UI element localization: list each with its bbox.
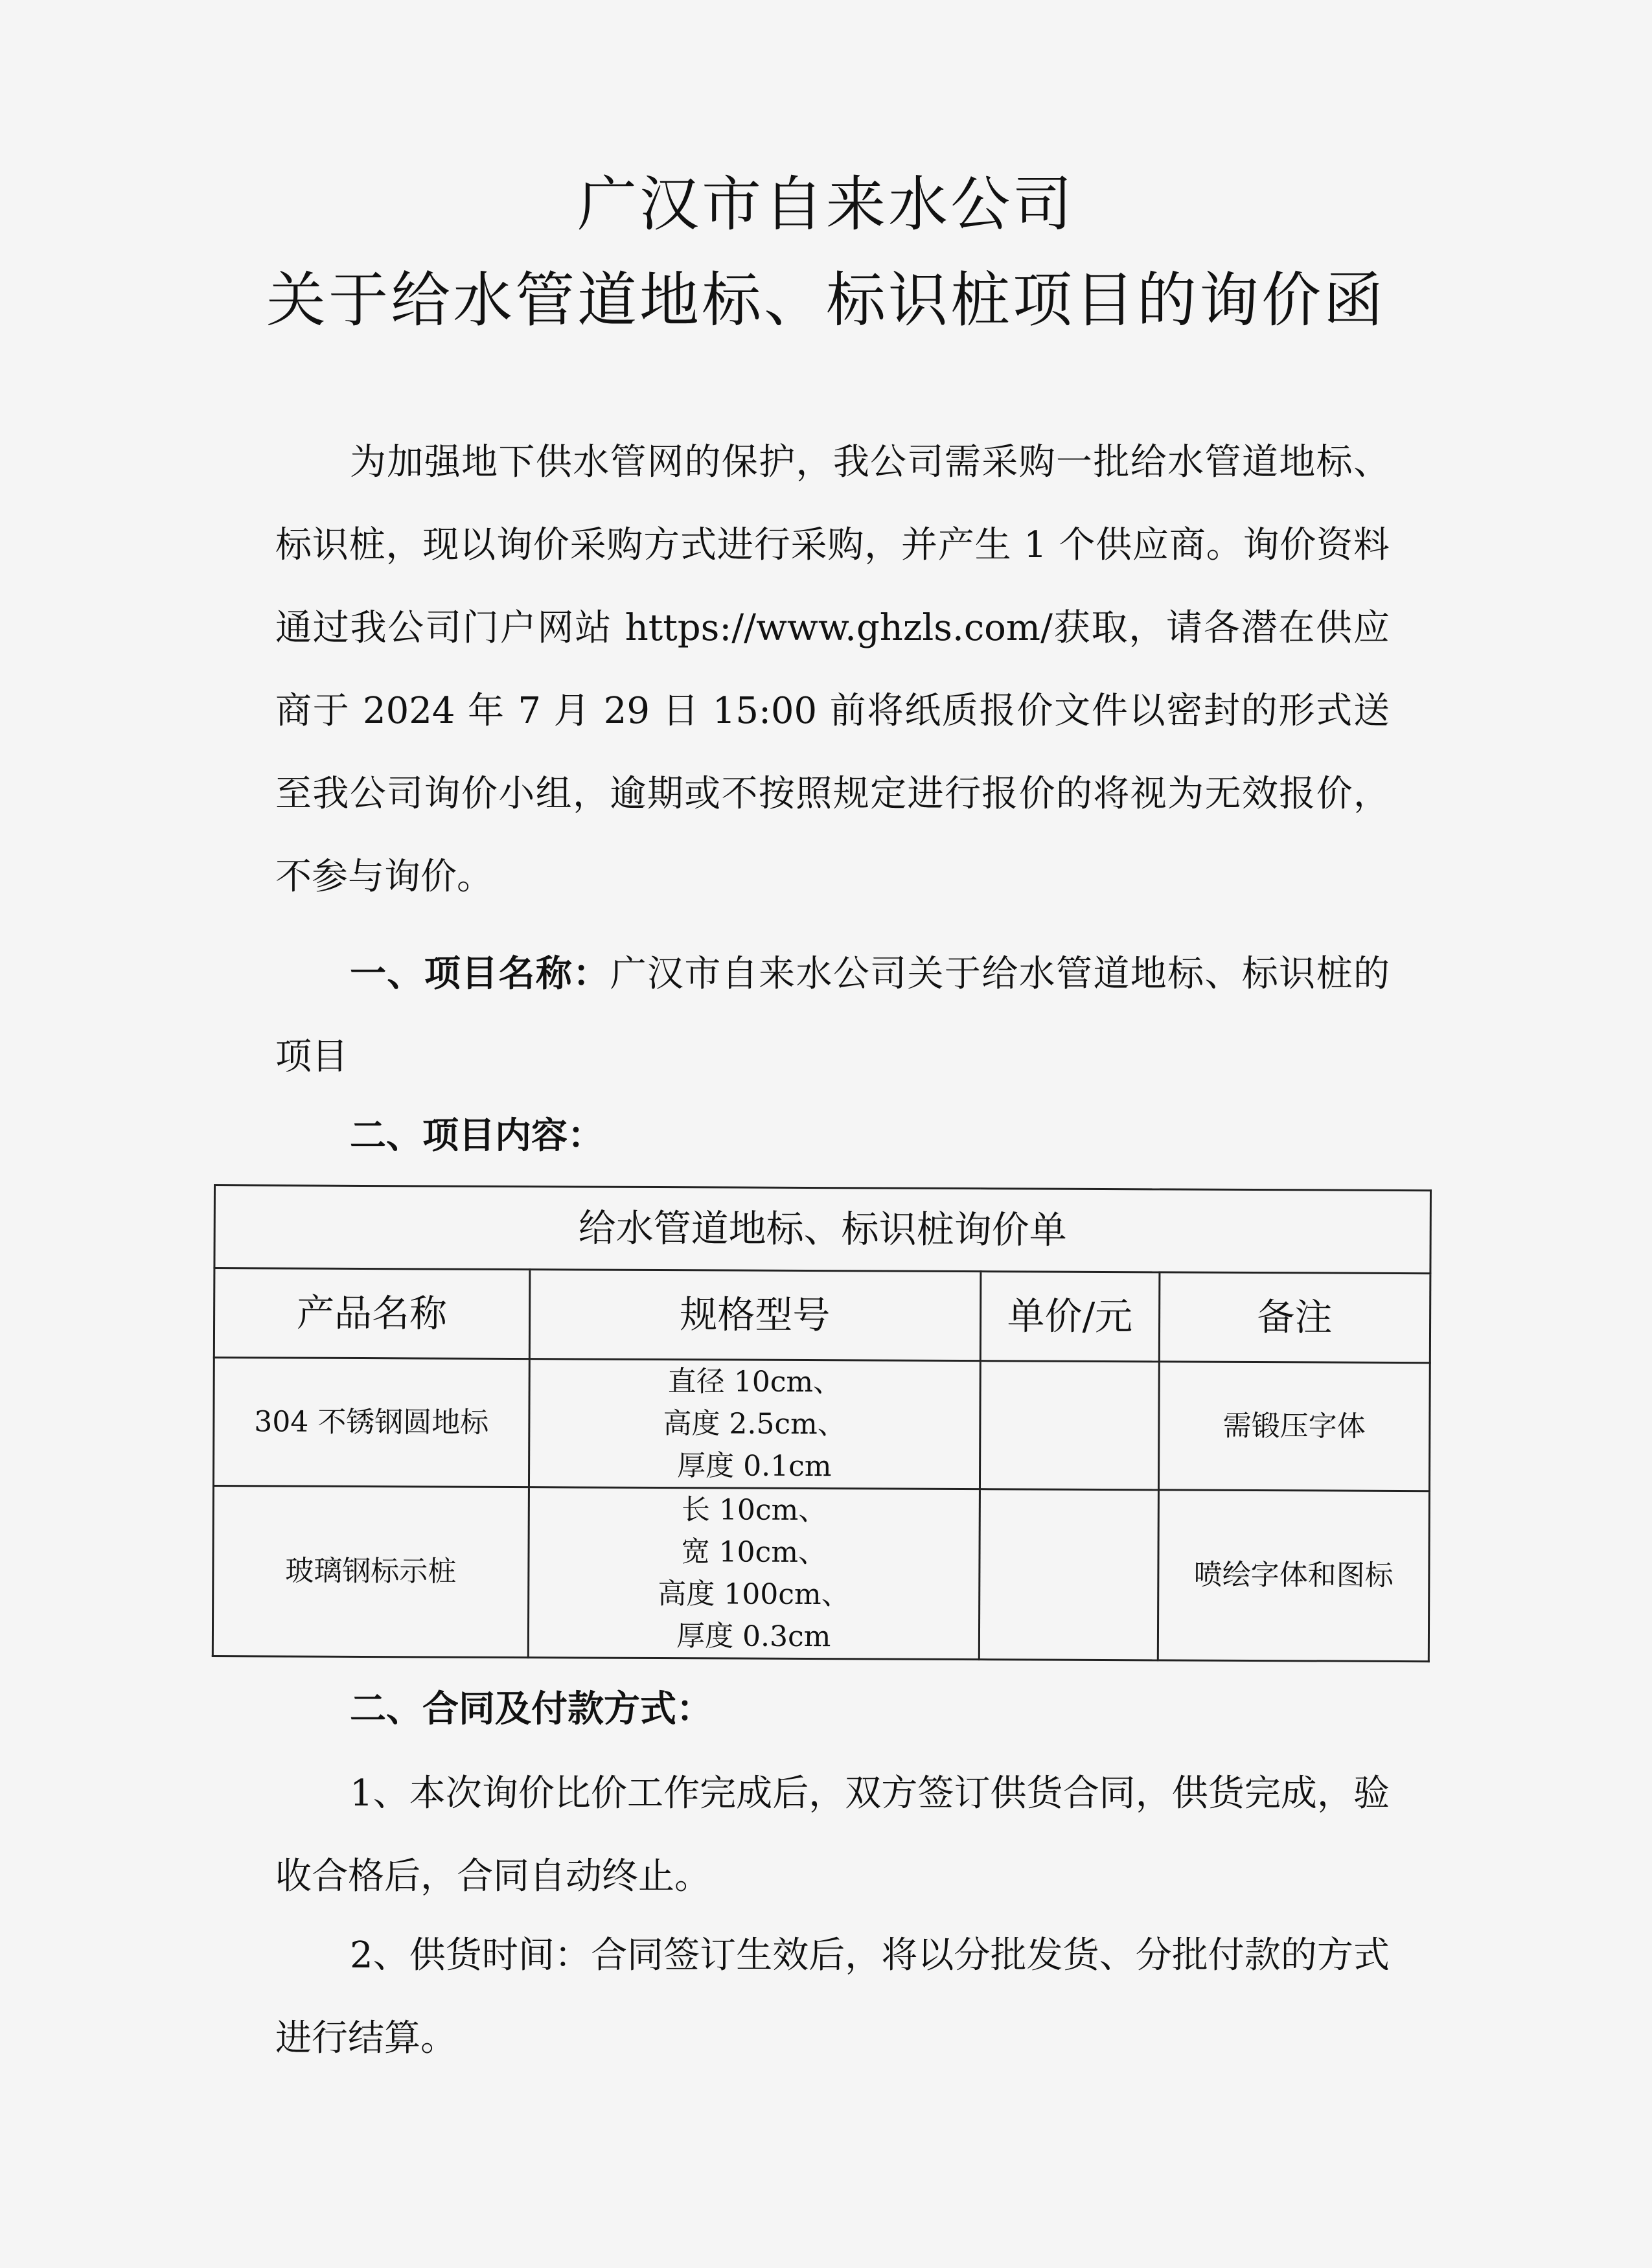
contract-item-1: 1、本次询价比价工作完成后，双方签订供货合同，供货完成，验收合格后，合同自动终止。 <box>275 1772 1390 1897</box>
table-header-row <box>214 1268 1430 1363</box>
section-project-name-text: 广汉市自来水公司关于给水管道地标、标识桩的项目 <box>275 953 1390 1078</box>
header-product-name: 产品名称 <box>214 1268 529 1359</box>
header-unit-price: 单价/元 <box>980 1272 1160 1362</box>
header-remarks: 备注 <box>1159 1272 1430 1363</box>
contract-item-2: 2、供货时间：合同签订生效后，将以分批发货、分批付款的方式进行结算。 <box>275 1934 1390 2059</box>
cell-spec <box>528 1487 980 1660</box>
table-row <box>213 1358 1430 1491</box>
header-spec: 规格型号 <box>529 1270 980 1361</box>
quotation-table <box>212 1184 1432 1662</box>
title-company: 广汉市自来水公司 <box>577 170 1075 239</box>
section-contract-heading: 二、合同及付款方式： <box>350 1688 713 1730</box>
cell-remarks: 喷绘字体和图标 <box>1158 1490 1429 1662</box>
section-project-name-heading: 一、项目名称： <box>350 953 610 995</box>
spec-line: 厚度 0.1cm <box>677 1449 832 1483</box>
spec-line: 长 10cm、 <box>681 1493 827 1528</box>
spec-line: 高度 2.5cm、 <box>663 1407 846 1441</box>
spec-line: 高度 100cm、 <box>658 1577 850 1612</box>
section-project-content-heading: 二、项目内容： <box>350 1115 604 1157</box>
cell-product-name: 304 不锈钢圆地标 <box>213 1358 529 1487</box>
cell-spec <box>529 1359 980 1489</box>
title-subject: 关于给水管道地标、标识桩项目的询价函 <box>266 266 1386 335</box>
table-row <box>212 1486 1429 1662</box>
cell-unit-price[interactable] <box>980 1361 1159 1490</box>
section-project-name <box>275 933 1390 1099</box>
cell-remarks: 需锻压字体 <box>1158 1362 1430 1491</box>
spec-line: 直径 10cm、 <box>667 1365 842 1399</box>
spec-line: 宽 10cm、 <box>681 1535 827 1570</box>
cell-product-name: 玻璃钢标示桩 <box>212 1486 529 1658</box>
cell-unit-price[interactable] <box>979 1489 1158 1660</box>
spec-line: 厚度 0.3cm <box>676 1620 831 1654</box>
table-caption: 给水管道地标、标识桩询价单 <box>214 1186 1431 1274</box>
intro-paragraph: 为加强地下供水管网的保护，我公司需采购一批给水管道地标、标识桩，现以询价采购方式进行采购，并产生 1 个供应商。询价资料通过我公司门户网站 https://www.ghzls.com/获取，请各潜在供应商于 2024 年 7 月 29 日 15:00 前将纸质报价文件以密封的形式送至我公司询价小组，逾期或不按照规定进行报价的将视为无效报价，不参与询价。 <box>275 441 1390 898</box>
